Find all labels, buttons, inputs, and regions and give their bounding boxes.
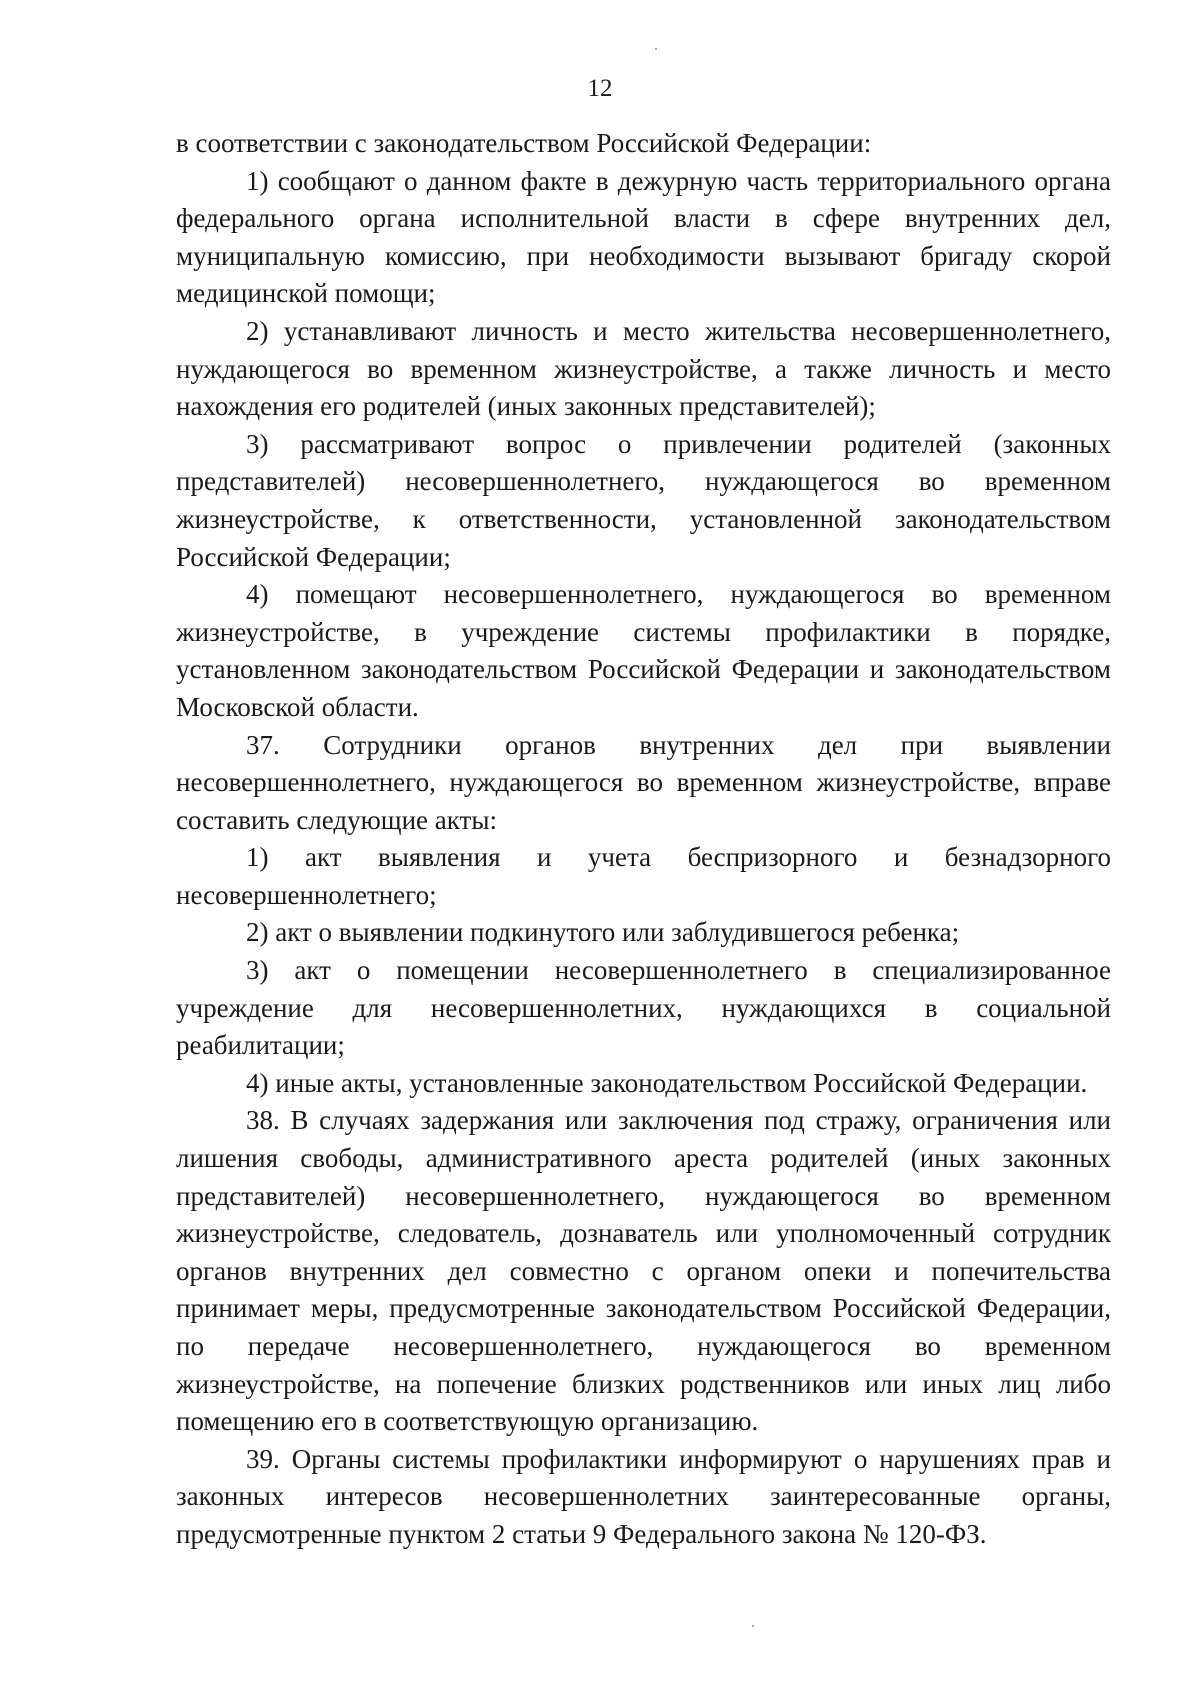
scan-speck [655,48,657,50]
page-number: 12 [587,75,613,102]
paragraph-39: 39. Органы системы профилактики информируют о нарушениях прав и законных интересов несовершеннолетних заинтересованные органы, предусмотренные пунктом 2 статьи 9 Федерального закона № 120-ФЗ. [176,1443,1111,1549]
paragraph-continuation: в соответствии с законодательством Российской Федерации: [176,128,872,158]
paragraph-37-item-1: 1) акт выявления и учета беспризорного и безнадзорного несовершеннолетнего; [176,842,1111,910]
paragraph-37: 37. Сотрудники органов внутренних дел при выявлении несовершеннолетнего, нуждающегося во временном жизнеустройстве, вправе составить следующие акты: [176,729,1111,835]
paragraph-36-item-4: 4) помещают несовершеннолетнего, нуждающегося во временном жизнеустройстве, в учреждение системы профилактики в порядке, установленном законодательством Российской Федерации и законодательством Московской области. [176,579,1111,722]
paragraph-36-item-3: 3) рассматривают вопрос о привлечении родителей (законных представителей) несовершеннолетнего, нуждающегося во временном жизнеустройстве, к ответственности, установленной законодательством Российской Федерации; [176,428,1111,572]
paragraph-37-item-2: 2) акт о выявлении подкинутого или заблудившегося ребенка; [246,917,960,948]
paragraph-38: 38. В случаях задержания или заключения под стражу, ограничения или лишения свободы, административного ареста родителей (иных законных представителей) несовершеннолетнего, нуждающегося во временном жизнеустройстве, следователь, дознаватель или уполномоченный сотрудник органов внутренних дел совместно с органом опеки и попечительства принимает меры, предусмотренные законодательством Российской Федерации, по передаче несовершеннолетнего, нуждающегося во временном жизнеустройстве, на попечение близких родственников или иных лиц либо помещению его в соответствующую организацию. [176,1105,1111,1437]
paragraph-36-item-2: 2) устанавливают личность и место жительства несовершеннолетнего, нуждающегося во временном жизнеустройстве, а также личность и место нахождения его родителей (иных законных представителей); [176,315,1111,422]
scan-speck [752,1625,754,1627]
paragraph-36-item-1: 1) сообщают о данном факте в дежурную часть территориального органа федерального органа исполнительной власти в сфере внутренних дел, муниципальную комиссию, при необходимости вызывают бригаду скорой медицинской помощи; [176,165,1111,309]
document-body [176,125,1111,1554]
paragraph-37-item-4: 4) иные акты, установленные законодательством Российской Федерации. [246,1067,1088,1098]
paragraph-37-item-3: 3) акт о помещении несовершеннолетнего в специализированное учреждение для несовершеннолетних, нуждающихся в социальной реабилитации; [176,955,1111,1061]
